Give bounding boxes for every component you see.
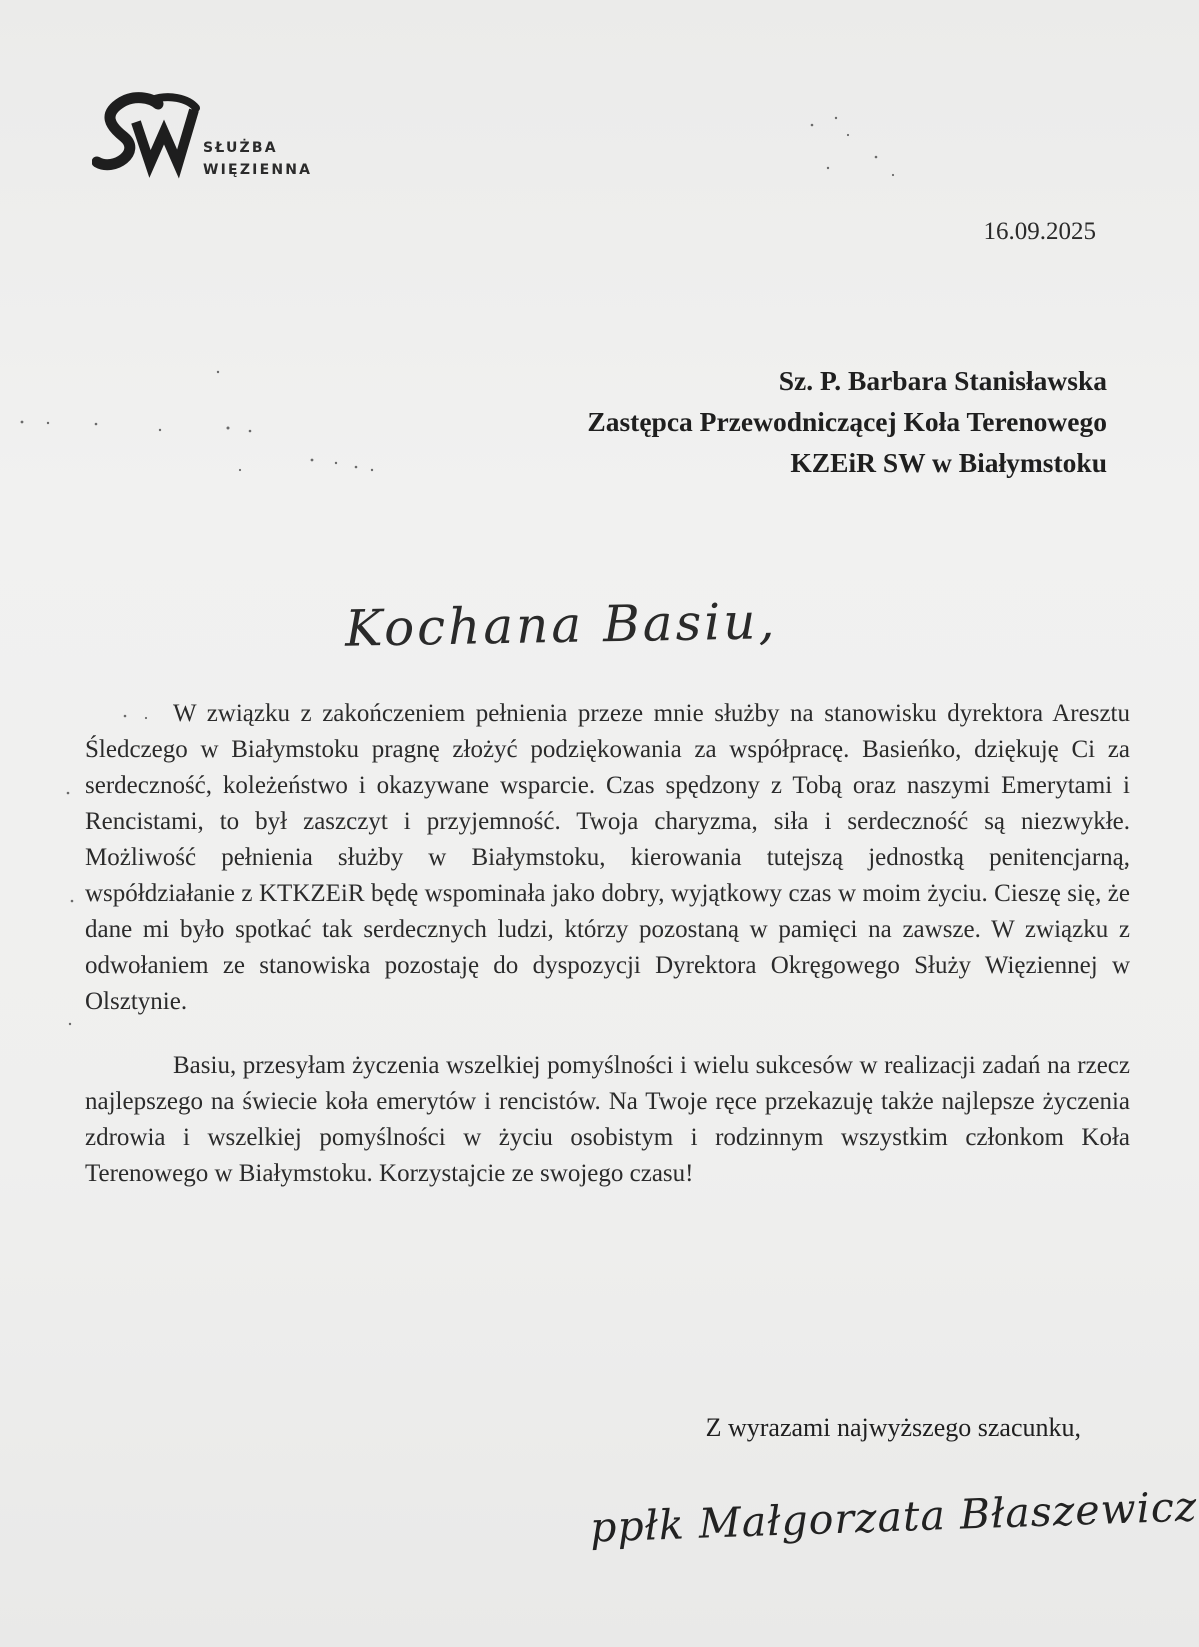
body-paragraph: Basiu, przesyłam życzenia wszelkiej pomyślności i wielu sukcesów w realizacji zadań na rzecz najlepszego na świecie koła emerytów i rencistów. Na Twoje ręce przekazuję także najlepsze życzenia zdrowia i wszelkiej pomyślności w życiu osobistym i rodzinnym wszystkim członkom Koła Terenowego w Białymstoku. Korzystajcie ze swojego czasu! [85, 1052, 1130, 1187]
recipient-block [587, 360, 1107, 483]
handwritten-salutation: Kochana Basiu, [344, 592, 778, 658]
body-paragraph: W związku z zakończeniem pełnienia przeze mnie służby na stanowisku dyrektora Aresztu Śledczego w Białymstoku pragnę złożyć podziękowania za współpracę. Basieńko, dziękuję Ci za serdeczność, koleżeństwo i okazywane wsparcie. Czas spędzony z Tobą oraz naszymi Emerytami i Rencistami, to był zaszczyt i przyjemność. Twoja charyzma, siła i serdeczność są niezwykłe. Możliwość pełnienia służby w Białymstoku, kierowania tutejszą jednostką penitencjarną, współdziałanie z KTKZEiR będę wspominała jako dobry, wyjątkowy czas w moim życiu. Cieszę się, że dane mi było spotkać tak serdecznych ludzi, którzy pozostaną w pamięci na zawsze. W związku z odwołaniem ze stanowiska pozostaję do dyspozycji Dyrektora Okręgowego Służy Więziennej w Olsztynie. [85, 700, 1130, 1015]
recipient-organization: KZEiR SW w Białymstoku [790, 447, 1107, 478]
handwritten-signature: ppłk Małgorzata Błaszewicz [589, 1482, 1199, 1552]
letter-body [85, 696, 1130, 1192]
sluzba-wiezienna-logo-icon [92, 92, 202, 182]
logo-line-1: SŁUŻBA [203, 140, 278, 156]
logo [92, 92, 332, 182]
logo-line-2: WIĘZIENNA [203, 162, 313, 178]
logo-wordmark [203, 137, 312, 181]
recipient-position: Zastępca Przewodniczącej Koła Terenowego [587, 406, 1107, 437]
letter-date: 16.09.2025 [983, 218, 1096, 245]
recipient-name: Sz. P. Barbara Stanisławska [778, 365, 1107, 396]
closing-phrase: Z wyrazami najwyższego szacunku, [705, 1413, 1081, 1442]
